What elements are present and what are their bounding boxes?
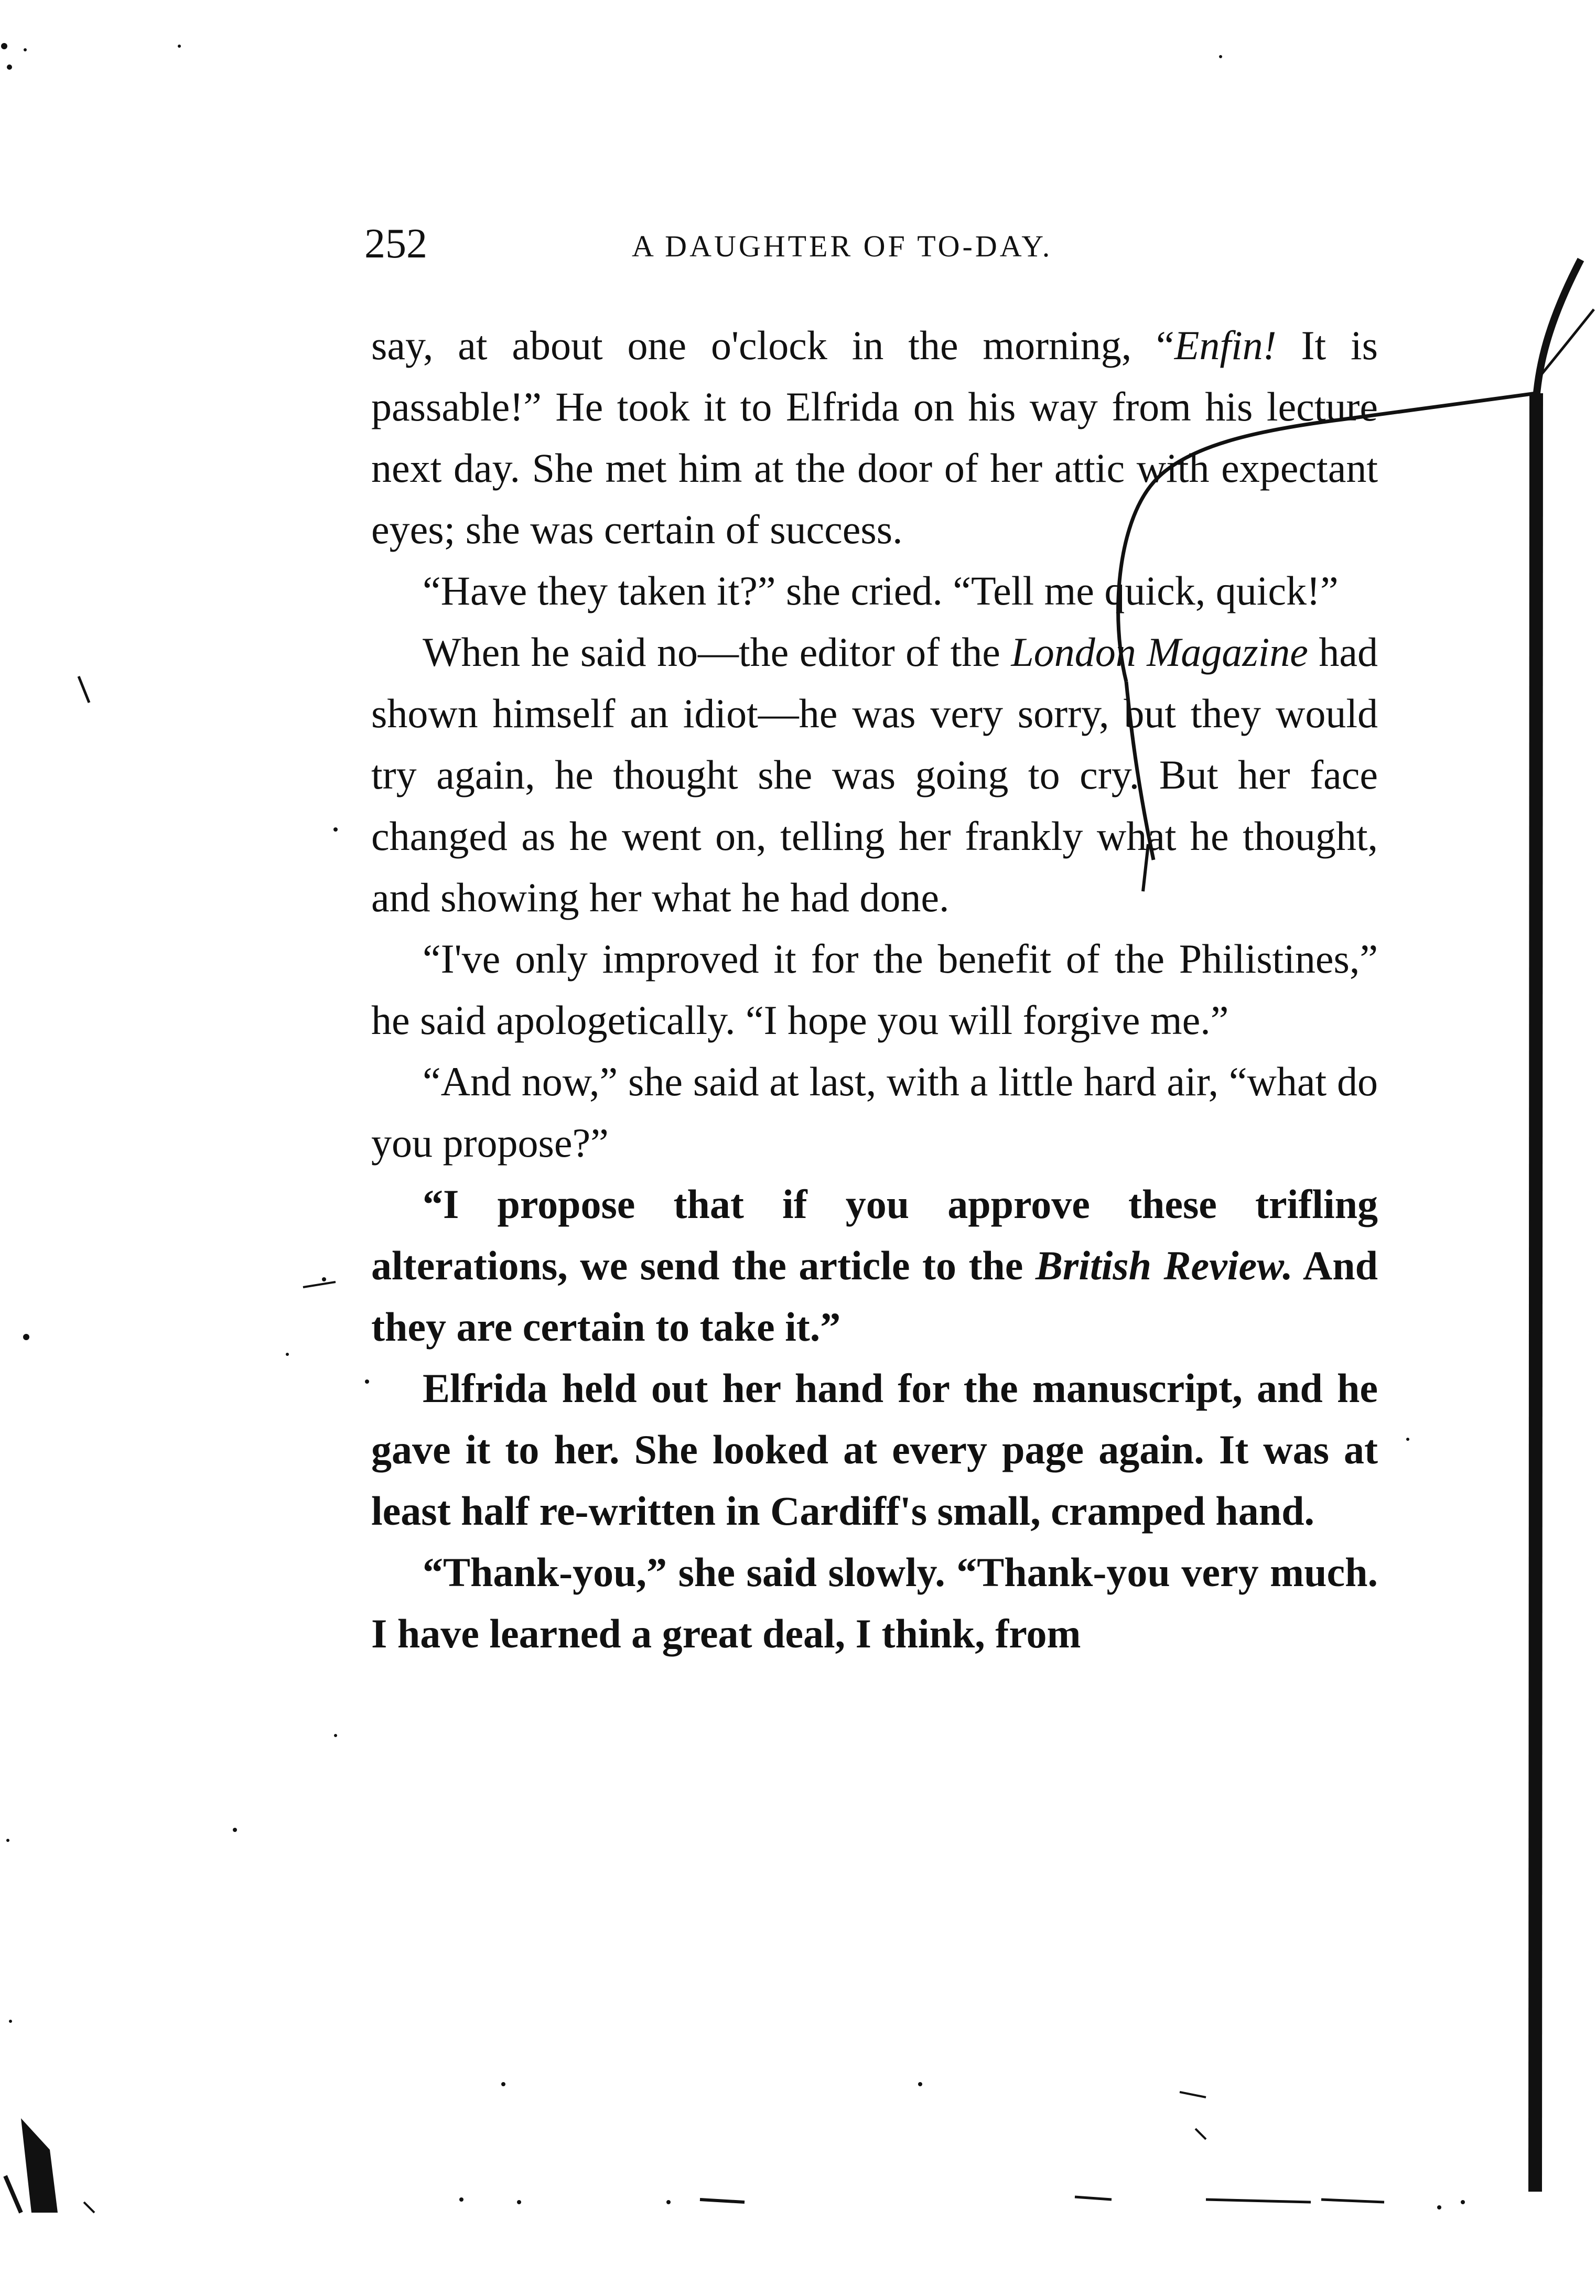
text-run: “And now,” she said at last, with a little hard air, “what do you propose?” — [371, 1059, 1378, 1166]
text-run: Enfin! — [1174, 322, 1277, 368]
text-run: It is passable!” He took it to Elfrida on his way from his lecture next day. She met him at the door of her attic with expectant eyes; she was certain of success. — [371, 322, 1378, 552]
text-run: “I've only improved it for the benefit of the Philistines,” he said apologetically. “I hope you will forgive me.” — [371, 936, 1378, 1043]
running-title: A DAUGHTER OF TO-DAY. — [632, 229, 1053, 263]
text-run: Elfrida held out her hand for the manuscript, and he gave it to her. She looked at every page again. It was at least half re-written in Cardiff's small, cramped hand. — [371, 1365, 1378, 1534]
text-run: “Have they taken it?” she cried. “Tell me quick, quick!” — [423, 568, 1339, 613]
text-run: say, at about one o'clock in the morning, “ — [371, 322, 1174, 368]
text-run: And they are certain to take it.” — [371, 1243, 1378, 1350]
text-run: “I propose that if you approve these trifling alterations, we send the article to the — [371, 1181, 1378, 1288]
text-run: “Thank-you,” she said slowly. “Thank-you very much. I have learned a great deal, I think, from — [371, 1549, 1378, 1656]
text-run: When he said no—the editor of the — [423, 629, 1011, 675]
text-run: British Review. — [1035, 1243, 1293, 1288]
text-run: had shown himself an idiot—he was very sorry, but they would try again, he thought she was going to cry. But her face changed as he went on, telling her frankly what he thought, and showing her what he had done. — [371, 629, 1378, 920]
page-number: 252 — [364, 221, 427, 267]
text-run: London Magazine — [1011, 629, 1308, 675]
